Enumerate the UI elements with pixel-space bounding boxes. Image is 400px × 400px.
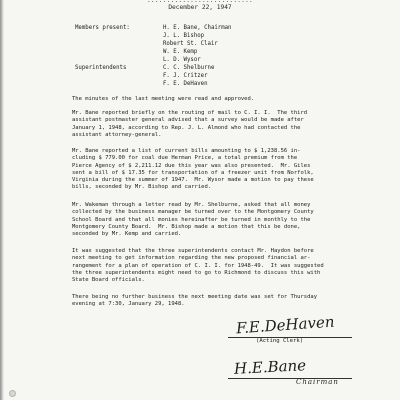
mail-routing-paragraph: Mr. Bane reported briefly on the routing of mail to C. I. I. The third assistant postmaster general advised that a survey would be made after January 1, 1948, according to Rep. J. L. Almond who had contacted the assistant attorney-general. xyxy=(72,110,308,138)
attendance-roster xyxy=(0,0,400,87)
superintendent-name: F. E. DeHaven xyxy=(163,81,208,87)
financial-arrangement-paragraph: It was suggested that the three superintendents contact Mr. Haydon before next meeting to get information regarding the new proposed financial ar- rangement for a plan of operation of C. I. I. for 1948-49. It was suggested the three superintendents might need to go to Richmond to discuss this with State Board officials. xyxy=(72,248,324,284)
chairman-signature-block xyxy=(228,358,368,392)
cropped-header: ........................... xyxy=(147,0,253,4)
superintendents-label: Superintendents xyxy=(75,65,127,71)
chairman-signature: H.E.Bane xyxy=(233,356,307,378)
member-name: Robert St. Clair xyxy=(163,41,218,47)
meeting-date: December 22, 1947 xyxy=(168,4,232,11)
current-bills-paragraph: Mr. Bane reported a list of current bills amounting to $ 1,238.56 in- cluding $ 779.00 for coal due Herman Price, a total premium from the Pierce Agency of $ 2,211.12 due this year was also presented. Mr. Giles sent a bill of $ 17.35 for transportation of a freezer unit from Norfolk, Virginia during the summer of 1947. Mr. Wysor made a motion to pay these bills, seconded by Mr. Bishop and carried. xyxy=(72,148,314,191)
superintendent-name: C. C. Shelburne xyxy=(163,65,215,71)
school-board-money-paragraph: Mr. Wakeman through a letter read by Mr. Shelburne, asked that all money collected by the business manager be turned over to the Montgomery County School Board and that all monies hereinafter be turned in monthly to the Montgomery County Board. Mr. Bishop made a motion that this be done, seconded by Mr. Kemp and carried. xyxy=(72,202,314,238)
clerk-signature: F.E.DeHaven xyxy=(235,312,336,338)
minutes-approved-paragraph: The minutes of the last meeting were read and approved. xyxy=(72,96,255,102)
member-name: L. D. Wysor xyxy=(163,57,201,63)
superintendent-name: F. J. Critzer xyxy=(163,73,208,79)
member-name: W. E. Kemp xyxy=(163,49,198,55)
chairman-handwritten-title: Chairman xyxy=(296,378,339,386)
members-present-label: Members present: xyxy=(75,25,130,31)
clerk-signature-block xyxy=(228,312,368,348)
member-name: H. E. Bane, Chairman xyxy=(163,25,232,31)
clerk-caption: (Acting Clerk) xyxy=(256,338,304,344)
binder-hole xyxy=(9,390,16,397)
adjournment-paragraph: There being no further business the next meeting date was set for Thursday evening at 7:30, January 29, 1948. xyxy=(72,294,318,308)
member-name: J. L. Bishop xyxy=(163,33,205,39)
